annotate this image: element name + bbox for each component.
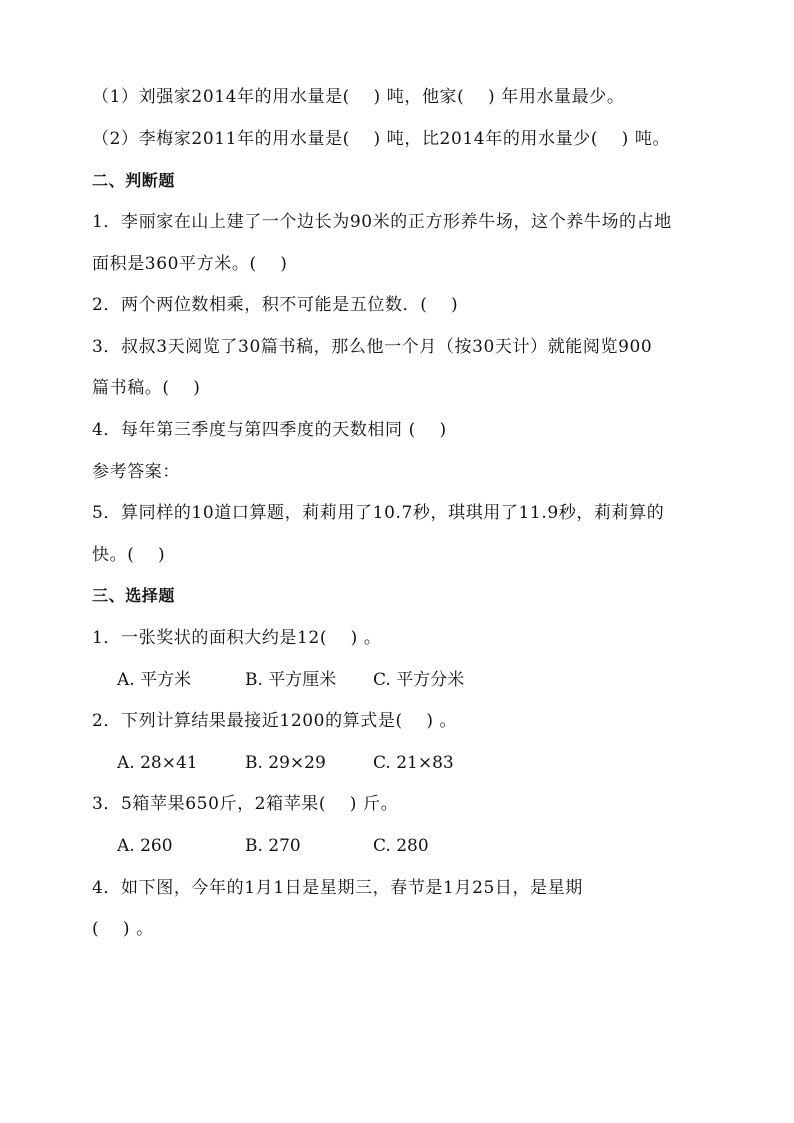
option-c: C. 21×83 [373, 753, 454, 773]
option-a: A. 28×41 [117, 753, 198, 773]
section-heading-multiple-choice: 三、选择题 [92, 586, 176, 605]
mc-question-1-options [117, 668, 513, 692]
tf-question-1-line-1: 1．李丽家在山上建了一个边长为90米的正方形养牛场，这个养牛场的占地 [92, 212, 672, 232]
tf-question-5-line-1: 5．算同样的10道口算题，莉莉用了10.7秒，琪琪用了11.9秒，莉莉算的 [92, 503, 665, 523]
tf-question-2: 2．两个两位数相乘，积不可能是五位数．( ) [92, 295, 459, 315]
option-a: A. 平方米 [117, 670, 192, 690]
option-b: B. 29×29 [245, 753, 326, 773]
tf-question-1-line-2: 面积是360平方米。( ) [92, 254, 288, 274]
mc-question-2: 2．下列计算结果最接近1200的算式是( ) 。 [92, 711, 458, 731]
reference-answer-label: 参考答案： [92, 462, 180, 482]
mc-question-4-line-2: ( ) 。 [92, 919, 154, 939]
tf-question-5-line-2: 快。( ) [92, 545, 166, 565]
tf-question-3-line-1: 3．叔叔3天阅览了30篇书稿，那么他一个月（按30天计）就能阅览900 [92, 337, 653, 357]
mc-question-3-options [117, 834, 513, 858]
subquestion-2: （2）李梅家2011年的用水量是( ) 吨，比2014年的用水量少( ) 吨。 [92, 129, 671, 149]
subquestion-1: （1）刘强家2014年的用水量是( ) 吨，他家( ) 年用水量最少。 [92, 87, 625, 107]
mc-question-1: 1．一张奖状的面积大约是12( ) 。 [92, 628, 382, 648]
mc-question-3: 3．5箱苹果650斤，2箱苹果( ) 斤。 [92, 794, 399, 814]
option-a: A. 260 [117, 836, 173, 856]
option-b: B. 270 [245, 836, 301, 856]
option-c: C. 280 [373, 836, 429, 856]
option-b: B. 平方厘米 [245, 670, 337, 690]
option-c: C. 平方分米 [373, 670, 465, 690]
tf-question-4: 4．每年第三季度与第四季度的天数相同 ( ) [92, 420, 447, 440]
section-heading-true-false: 二、判断题 [92, 171, 176, 190]
mc-question-4-line-1: 4．如下图，今年的1月1日是星期三，春节是1月25日，是星期 [92, 878, 583, 898]
mc-question-2-options [117, 751, 513, 775]
tf-question-3-line-2: 篇书稿。( ) [92, 378, 201, 398]
